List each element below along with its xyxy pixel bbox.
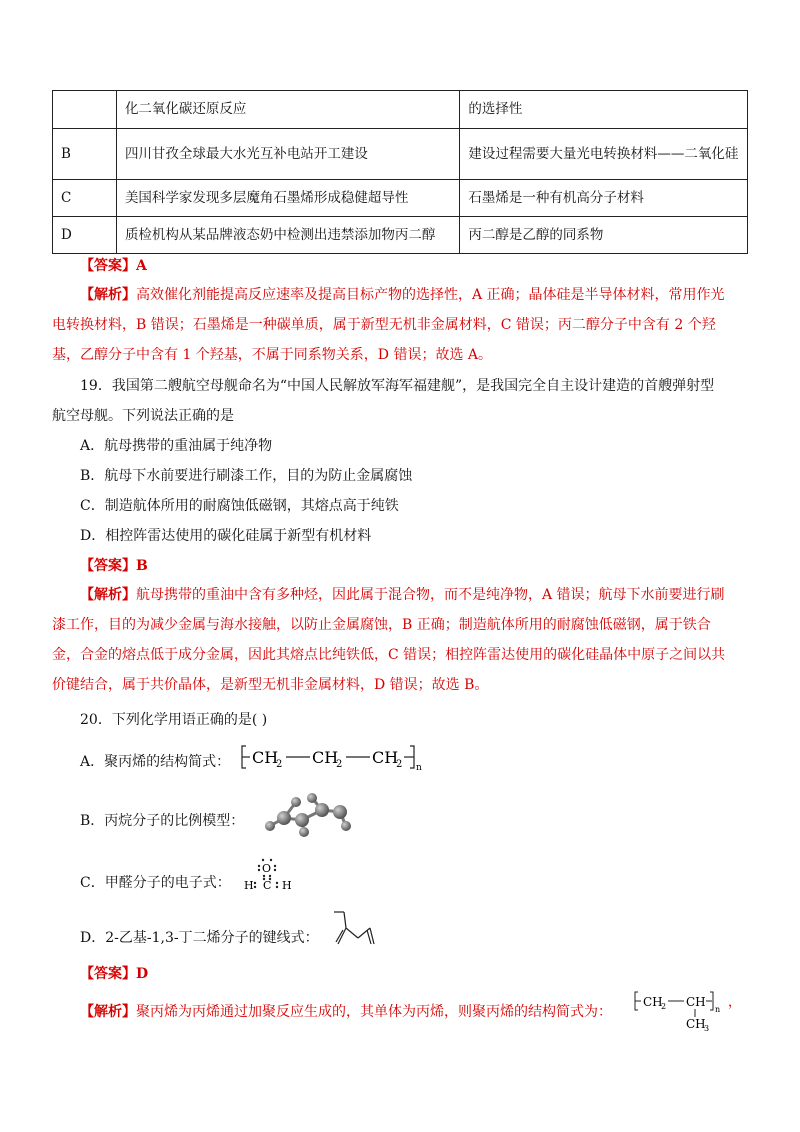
- polymer-formula-a: [238, 740, 428, 774]
- subscript: 3: [704, 1024, 710, 1032]
- q19-analysis-line: 漆工作，目的为减少金属与海水接触，以防止金属腐蚀，B 正确；制造航体所用的耐腐蚀低磁钢，属于铁合: [52, 617, 711, 633]
- options-table: [52, 90, 748, 254]
- ch-label: CH: [686, 995, 706, 1009]
- ch2-label: CH: [252, 748, 279, 767]
- q20-stem: 20．下列化学用语正确的是( ): [80, 712, 268, 728]
- q18-analysis-line: 电转换材料，B 错误；石墨烯是一种碳单质，属于新型无机非金属材料，C 错误；丙二醇分子中含有 2 个羟: [52, 317, 716, 333]
- o-atom: O: [262, 862, 272, 875]
- analysis-tag: 【解析】: [80, 287, 136, 303]
- q18-analysis-line: 基，乙醇分子中含有 1 个羟基，不属于同系物关系，D 错误；故选 A。: [52, 347, 493, 363]
- row-explanation: 石墨烯是一种有机高分子材料: [460, 180, 748, 217]
- q18-analysis-line: [80, 285, 725, 305]
- electron-formula-image: [240, 856, 300, 894]
- analysis-text: 聚丙烯为丙烯通过加聚反应生成的，其单体为丙烯，则聚丙烯的结构简式为：: [136, 1004, 612, 1020]
- subscript: 2: [336, 759, 343, 770]
- n-label: n: [416, 763, 422, 773]
- skeletal-formula-image: [328, 908, 378, 950]
- q18-answer: 【答案】A: [80, 258, 147, 274]
- row-label: C: [53, 180, 117, 217]
- row-explanation: 丙二醇是乙醇的同系物: [460, 217, 748, 254]
- q19-analysis-line: [80, 585, 725, 605]
- q20-option-d: D．2-乙基-1,3-丁二烯分子的键线式：: [80, 930, 319, 946]
- row-label: [53, 91, 117, 129]
- q19-option: A．航母携带的重油属于纯净物: [80, 438, 273, 454]
- q20-option-c: C．甲醛分子的电子式：: [80, 875, 231, 891]
- q19-analysis-line: 价键结合，属于共价晶体，是新型无机非金属材料，D 错误；故选 B。: [52, 677, 489, 693]
- q20-option-a: A．聚丙烯的结构简式：: [80, 754, 231, 770]
- ch2-label: CH: [312, 748, 339, 767]
- table-row: [53, 129, 748, 180]
- ch2-label: CH: [643, 995, 663, 1009]
- analysis-text: 高效催化剂能提高反应速率及提高目标产物的选择性，A 正确；晶体硅是半导体材料，常用作光: [136, 287, 725, 303]
- row-explanation: 的选择性: [460, 91, 748, 129]
- row-label: B: [53, 129, 117, 180]
- q19-option: D．相控阵雷达使用的碳化硅属于新型有机材料: [80, 528, 372, 544]
- table-row: [53, 180, 748, 217]
- ch2-label: CH: [372, 748, 399, 767]
- q19-stem: 航空母舰。下列说法正确的是: [52, 408, 234, 424]
- q20-analysis-line: [80, 1002, 612, 1022]
- q20-answer: 【答案】D: [80, 966, 149, 982]
- q19-answer: 【答案】B: [80, 558, 148, 574]
- analysis-tag: 【解析】: [80, 587, 136, 603]
- table-row: [53, 217, 748, 254]
- subscript: 2: [276, 759, 283, 770]
- row-event: 质检机构从某品牌液态奶中检测出违禁添加物丙二醇: [116, 217, 459, 254]
- h-atom: H: [244, 879, 254, 892]
- h-atom: H: [282, 879, 292, 892]
- trailing-comma: ，: [728, 995, 742, 1010]
- q19-analysis-line: 金，合金的熔点低于成分金属，因此其熔点比纯铁低，C 错误；相控阵雷达使用的碳化硅晶体中原子之间以共: [52, 647, 726, 663]
- row-event: 美国科学家发现多层魔角石墨烯形成稳健超导性: [116, 180, 459, 217]
- row-label: D: [53, 217, 117, 254]
- q19-option: C．制造航体所用的耐腐蚀低磁钢，其熔点高于纯铁: [80, 498, 399, 514]
- q19-stem: 19．我国第二艘航空母舰命名为“中国人民解放军海军福建舰”，是我国完全自主设计建造的首艘弹射型: [80, 378, 715, 394]
- subscript: 2: [661, 1002, 667, 1011]
- subscript: 2: [396, 759, 403, 770]
- row-event: 四川甘孜全球最大水光互补电站开工建设: [116, 129, 459, 180]
- analysis-tag: 【解析】: [80, 1004, 136, 1020]
- n-label: n: [715, 1005, 721, 1014]
- ch3-label: CH: [686, 1017, 706, 1031]
- polypropylene-formula-image: [632, 986, 744, 1032]
- row-explanation: 建设过程需要大量光电转换材料——二氧化硅: [460, 129, 748, 180]
- row-event: 化二氧化碳还原反应: [116, 91, 459, 129]
- q19-option: B．航母下水前要进行刷漆工作，目的为防止金属腐蚀: [80, 468, 413, 484]
- analysis-text: 航母携带的重油中含有多种烃，因此属于混合物，而不是纯净物，A 错误；航母下水前要进行刷: [136, 587, 725, 603]
- ball-model-image: [250, 790, 360, 840]
- q20-option-b: B．丙烷分子的比例模型：: [80, 813, 245, 829]
- table-row: [53, 91, 748, 129]
- c-atom: C: [263, 879, 272, 892]
